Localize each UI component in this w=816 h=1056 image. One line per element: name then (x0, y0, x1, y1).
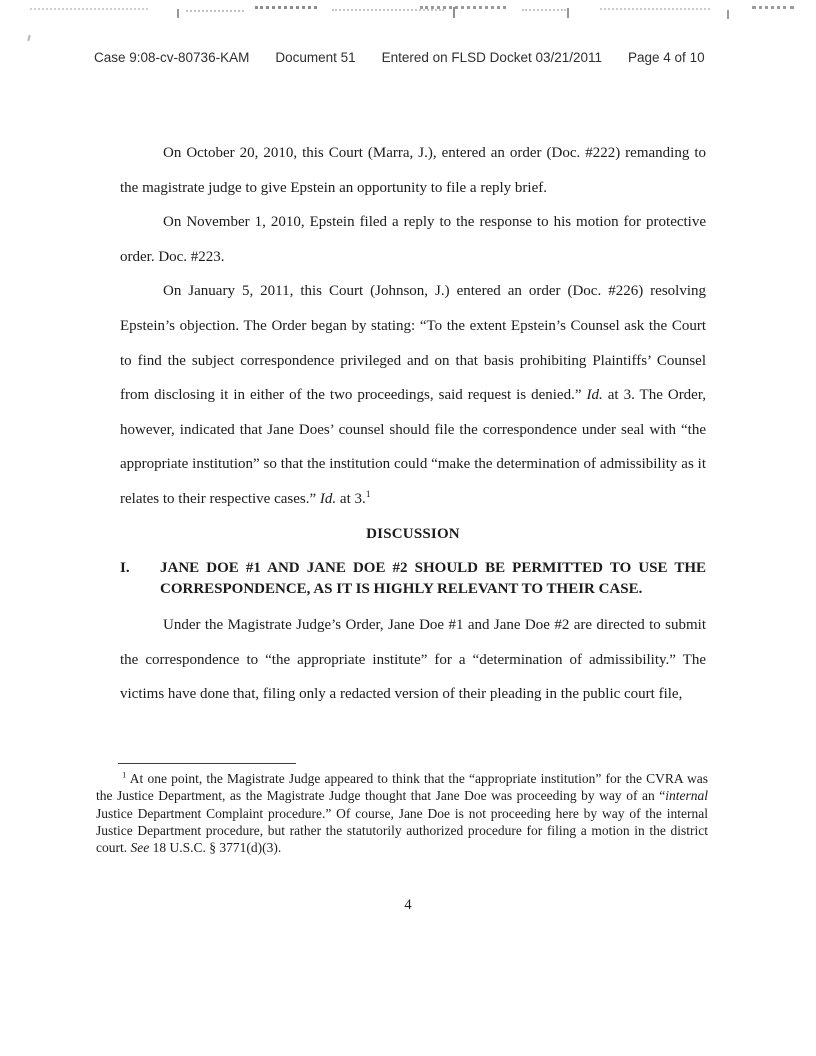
scan-mark (177, 9, 179, 18)
document-body (120, 136, 706, 712)
stamp-case-number: Case 9:08-cv-80736-KAM (94, 50, 250, 65)
section-heading (120, 558, 706, 599)
scan-mark (752, 6, 794, 9)
stamp-page-info: Page 4 of 10 (628, 50, 705, 65)
scan-mark (727, 10, 729, 19)
paragraph: On October 20, 2010, this Court (Marra, J.), entered an order (Doc. #222) remanding to the magistrate judge to give Epstein an opportunity to file a reply brief. (120, 145, 706, 196)
scan-mark (255, 6, 317, 9)
scan-mark (332, 9, 444, 11)
paragraph: On November 1, 2010, Epstein filed a reply to the response to his motion for protective order. Doc. #223. (120, 214, 706, 265)
footnote-separator (118, 763, 296, 764)
paragraph: Under the Magistrate Judge’s Order, Jane Doe #1 and Jane Doe #2 are directed to submit the correspondence to “the appropriate institute” for a “determination of admissibility.” The victims have done that, filing only a redacted version of their pleading in the public court file, (120, 617, 706, 703)
section-number: I. (120, 560, 130, 577)
scan-mark (30, 8, 148, 10)
paragraph: On January 5, 2011, this Court (Johnson, J.) entered an order (Doc. #226) resolving Epstein’s objection. The Order began by stating: “To the extent Epstein’s Counsel ask the Court to find the subject correspondence privileged and on that basis prohibiting Plaintiffs’ Counsel from disclosing it in either of the two proceedings, said request is denied.” Id. at 3. The Order, however, indicated that Jane Does’ counsel should file the correspondence under seal with “the appropriate institution” so that the institution could “make the determination of admissibility as it relates to their respective cases.” Id. at 3.$^1$ (120, 283, 706, 507)
scan-mark (186, 10, 244, 12)
scan-mark (600, 8, 710, 10)
scan-mark (420, 6, 506, 9)
discussion-heading: DISCUSSION (366, 525, 460, 542)
page-number: 4 (404, 897, 412, 913)
footnote-text: $^1$ At one point, the Magistrate Judge appeared to think that the “appropriate institution” for the CVRA was the Justice Department, as the Magistrate Judge thought that Jane Doe was proceeding by way of an “internal Justice Department Complaint procedure.” Of course, Jane Doe is not proceeding here by way of the internal Justice Department procedure, but rather the statutorily authorized procedure for filing a motion in the district court. See 18 U.S.C. § 3771(d)(3). (96, 769, 708, 856)
stamp-document-number: Document 51 (275, 50, 356, 65)
section-title: JANE DOE #1 AND JANE DOE #2 SHOULD BE PERMITTED TO USE THE CORRESPONDENCE, AS IT IS HIGHLY RELEVANT TO THEIR CASE. (160, 560, 706, 597)
scan-mark (567, 8, 569, 18)
scan-mark (453, 7, 455, 18)
scan-mark (522, 9, 566, 11)
scan-mark (27, 35, 30, 41)
footnote-block (96, 763, 708, 856)
stamp-docket-entry: Entered on FLSD Docket 03/21/2011 (381, 50, 603, 65)
docket-stamp (94, 50, 705, 65)
